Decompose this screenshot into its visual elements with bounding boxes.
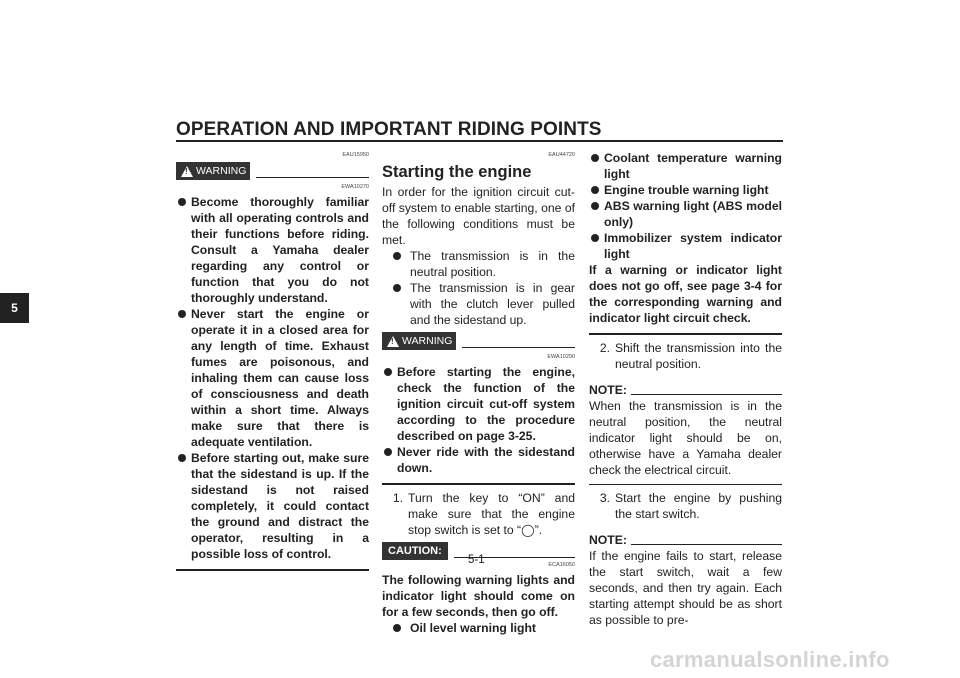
column-3 [589, 150, 782, 628]
warning-end-rule [176, 569, 369, 571]
list-item: Oil level warning light [390, 620, 575, 636]
warning-rule [256, 177, 369, 178]
column-1 [176, 150, 369, 576]
step-3 [589, 490, 782, 522]
step-text: Shift the transmission into the neutral position. [615, 341, 782, 371]
note-end-rule [589, 484, 782, 485]
list-item: Before starting out, make sure that the sidestand is up. If the sidestand is not raised completely, it could contact the ground and distract the operator, resulting in a possible loss of control. [176, 450, 369, 562]
list-item: Before starting the engine, check the function of the ignition circuit cut-off system according to the procedure described on page 3-25. [382, 364, 575, 444]
bullet-icon [384, 368, 392, 376]
list-item: The transmission is in gear with the clutch lever pulled and the sidestand up. [390, 280, 575, 328]
caution-code: ECA16050 [548, 562, 575, 568]
warning-badge [176, 162, 250, 180]
bullet-icon [393, 252, 401, 260]
warning-triangle-icon: ! [387, 336, 399, 347]
step-number: 1. [392, 491, 403, 505]
caution-text: The following warning lights and indicator light should come on for a few seconds, then go off. [382, 573, 575, 619]
warning-header [176, 162, 369, 180]
warning-triangle-icon: ! [181, 166, 193, 177]
note-label: NOTE: [589, 383, 627, 397]
page-header-title: OPERATION AND IMPORTANT RIDING POINTS [176, 119, 602, 140]
bullet-icon [384, 448, 392, 456]
warning-label: WARNING [402, 335, 453, 347]
bullet-icon [393, 624, 401, 632]
list-item: Become thoroughly familiar with all operating controls and their functions before riding. Consult a Yamaha dealer regarding any control or function that you do not thoroughly understand. [176, 194, 369, 306]
step-1 [382, 490, 575, 538]
bullet-icon [178, 454, 186, 462]
note-rule [631, 394, 782, 395]
warning-code: EWA10270 [341, 184, 369, 190]
list-item: Immobilizer system indicator light [589, 230, 782, 262]
bullet-icon [591, 202, 599, 210]
caution-end-rule [589, 333, 782, 335]
intro-paragraph: In order for the ignition circuit cut-off system to enable starting, one of the following conditions must be met. [382, 185, 575, 247]
warning-rule [462, 347, 575, 348]
bullet-icon [591, 234, 599, 242]
chapter-tab: 5 [0, 293, 29, 323]
list-item: Never ride with the sidestand down. [382, 444, 575, 476]
lights-list [382, 620, 575, 636]
section-code: EAU15950 [342, 152, 369, 158]
step-text: Turn the key to “ON” and make sure that the engine stop switch is set to “◯”. [408, 491, 575, 537]
step-number: 3. [599, 491, 610, 505]
warning-code: EWA10290 [547, 354, 575, 360]
bullet-icon [591, 186, 599, 194]
warning-label: WARNING [196, 165, 247, 177]
list-item: Coolant temperature warning light [589, 150, 782, 182]
note-header [589, 382, 782, 398]
step-2 [589, 340, 782, 372]
watermark: carmanualsonline.info [650, 647, 890, 672]
bullet-icon [591, 154, 599, 162]
list-item: Never start the engine or operate it in a closed area for any length of time. Exhaust fumes are poisonous, and inhaling them can cause loss of consciousness and death within a short time. Always make sure that there is adequate ventilation. [176, 306, 369, 450]
step-text: Start the engine by pushing the start switch. [615, 491, 782, 521]
list-item: ABS warning light (ABS model only) [589, 198, 782, 230]
bullet-icon [393, 284, 401, 292]
lights-list-continued [589, 150, 782, 262]
list-item: The transmission is in the neutral position. [390, 248, 575, 280]
header-rule [176, 140, 783, 142]
note-header [589, 532, 782, 548]
warning-header [382, 332, 575, 350]
note-label: NOTE: [589, 533, 627, 547]
page-number: 5-1 [468, 554, 485, 566]
list-item: Engine trouble warning light [589, 182, 782, 198]
step-number: 2. [599, 341, 610, 355]
warning-list [382, 364, 575, 476]
condition-list [382, 248, 575, 328]
warning-list [176, 194, 369, 562]
warning-end-rule [382, 483, 575, 485]
note-text: If the engine fails to start, release the start switch, wait a few seconds, and then try again. Each starting attempt should be as short as possible to pre- [589, 549, 782, 627]
section-heading: Starting the engine [382, 163, 532, 181]
warning-badge [382, 332, 456, 350]
note-text: When the transmission is in the neutral position, the neutral indicator light should be on, otherwise have a Yamaha dealer check the electrical circuit. [589, 399, 782, 477]
section-code: EAU44720 [548, 152, 575, 158]
caution-badge: CAUTION: [382, 542, 448, 560]
bullet-icon [178, 310, 186, 318]
lights-note: If a warning or indicator light does not go off, see page 3-4 for the corresponding warning and indicator light circuit check. [589, 263, 782, 325]
note-rule [631, 544, 782, 545]
bullet-icon [178, 198, 186, 206]
